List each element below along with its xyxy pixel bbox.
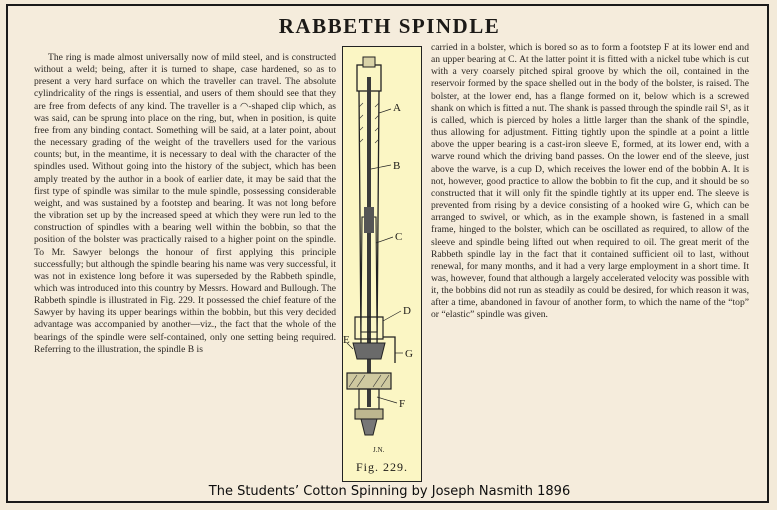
label-b: B [393, 160, 401, 172]
label-f: F [399, 398, 406, 410]
page-frame [6, 4, 769, 503]
left-text-column [34, 52, 336, 482]
label-e: E [343, 334, 350, 346]
engraver-signature: J.N. [373, 446, 385, 454]
label-d: D [403, 305, 411, 317]
right-paragraph: carried in a bolster, which is bored so as to form a footstep F at its lower end and an upper bearing at C. At the latter point it is fitted with a nickel tube which is cut with a very coarsely pitched spiral groove by which the oil, contained in the reservoir formed by the space shelled out in the body of the bolster, is raised. The bolster, at the lower end, has a flange formed on it, below which is a screwed shank on which is fitted a nut. The shank is passed through the spindle rail S¹, as it is called, which is pierced by holes a little larger than the shank of the spindle, thus allowing for adjustment. Fitting tightly upon the spindle at a point a little above the upper bearing is a cast-iron sleeve E, formed, at its lower end, with a warve round which the driving band passes. On the lower end of the sleeve, just above the warve, is a cup D, which receives the lower end of the bobbin A. It is not, however, good practice to allow the bobbin to fit the cup, and it should be so constructed that it will only fit the spindle tightly at its upper end. The sleeve is prevented from rising by a device consisting of a hooked wire G, which can be arranged to swivel, or which, as in the example shown, is fastened in a small frame, hinged to the bolster, which can be oscillated as required, to allow of the sleeve and spindle being lifted out when required to oil. The great merit of the Rabbeth spindle lay in the fact that it contained sufficient oil to last, without renewal, for many months, and it had a very large employment in a short time. It was, however, found that although a largely accelerated velocity was possible with it, the bobbins did not run as steadily as could be desired, for which reason it was, after a time, abandoned in favour of another form, to which the name of the “top” or “elastic” spindle was given. [431, 42, 749, 321]
label-a: A [393, 102, 401, 114]
label-g: G [405, 348, 413, 360]
left-paragraph: The ring is made almost universally now of mild steel, and is constructed without a weld; being, after it is turned to shape, case hardened, so as to present a very hard surface on which the traveller can travel. The absolute cylindricality of the rings is essential, and users of them should see that they are free from defects of any kind. The traveller is a ◠-shaped clip which, as was said, can be sprung into place on the ring, but, when in position, is quite free from any binding contact. Something will be said, at a later point, about the necessary grading of the weight of the travellers used for the various counts; but, in the meantime, it is necessary to deal with the character of the spindles used. Without going into the history of the subject, which has been amply treated by the author in a book of earlier date, it may be said that the first type of spindle was similar to the mule spindle, possessing considerable weight, and was sustained by a footstep and bearing. It was not long before the vibration set up by the increased speed at which they were run led to the construction of spindles with a bearing well within the bobbin, so that the position of the bolster was practically raised to a higher point on the spindle. To Mr. Sawyer belongs the honour of first applying this principle successfully; but although the spindle bearing his name was very successful, it was not in existence long before it was superseded by the Rabbeth spindle, which was introduced into this country by Messrs. Howard and Bullough. The Rabbeth spindle is illustrated in Fig. 229. It possessed the chief feature of the Sawyer by having its upper bearings within the bobbin, but this very decided advantage was accompanied by another—viz., the fact that the whole of the bearings of the spindle were self-contained, only one setting being required. Referring to the illustration, the spindle B is [34, 52, 336, 355]
figure-caption: Fig. 229. [355, 460, 408, 474]
page-title: RABBETH SPINDLE [278, 14, 501, 38]
figure-229 [342, 46, 422, 482]
spindle-illustration [343, 47, 420, 457]
label-c: C [395, 231, 403, 243]
source-credit: The Students’ Cotton Spinning by Joseph Nasmith 1896 [208, 484, 571, 499]
right-text-column [431, 42, 749, 482]
